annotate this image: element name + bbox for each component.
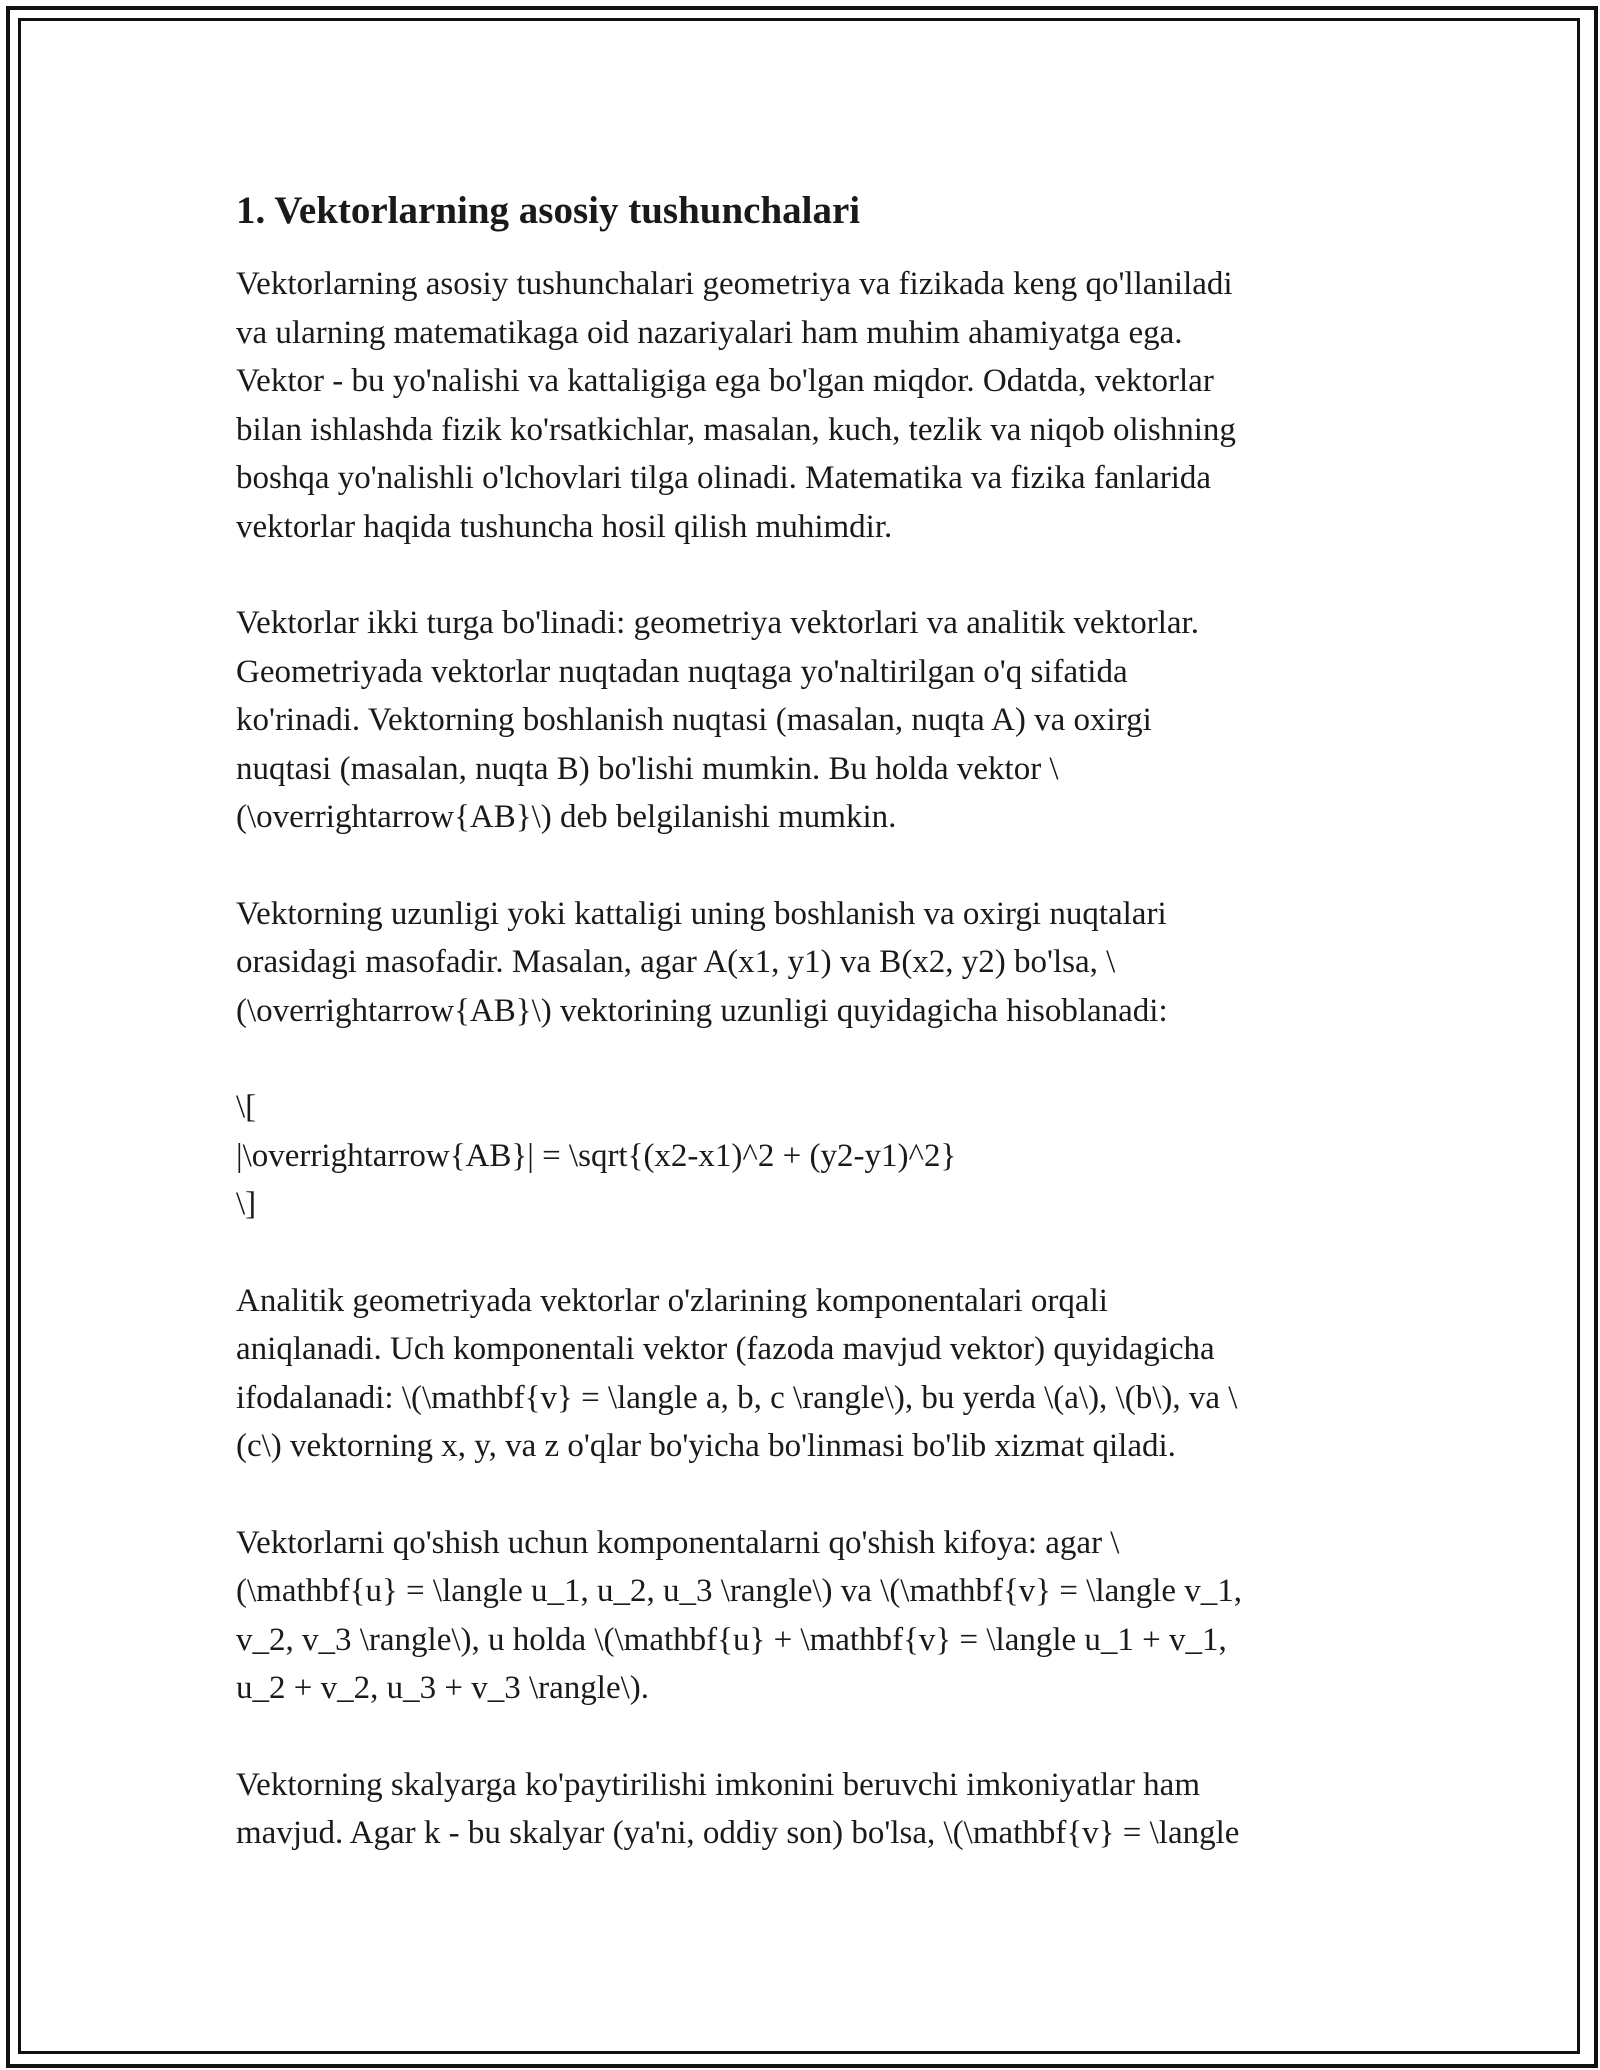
document-content xyxy=(236,186,1356,1906)
text-line: v_2, v_3 \rangle\), u holda \(\mathbf{u} + \mathbf{v} = \langle u_1 + v_1, xyxy=(236,1621,1227,1658)
paragraph-scalar-multiplication xyxy=(236,1761,1356,1858)
text-line: aniqlanadi. Uch komponentali vektor (fazoda mavjud vektor) quyidagicha xyxy=(236,1331,1215,1367)
text-line: nuqtasi (masalan, nuqta B) bo'lishi mumkin. Bu holda vektor \ xyxy=(236,750,1059,787)
text-line: vektorlar haqida tushuncha hosil qilish muhimdir. xyxy=(236,508,893,545)
text-line: u_2 + v_2, u_3 + v_3 \rangle\). xyxy=(236,1670,649,1706)
text-line: Analitik geometriyada vektorlar o'zlarining komponentalari orqali xyxy=(236,1282,1108,1319)
text-line: orasidagi masofadir. Masalan, agar A(x1, y1) va B(x2, y2) bo'lsa, \ xyxy=(236,944,1116,980)
section-title: 1. Vektorlarning asosiy tushunchalari xyxy=(236,189,861,232)
formula-body: |\overrightarrow{AB}| = \sqrt{(x2-x1)^2 + (y2-y1)^2} xyxy=(236,1137,957,1174)
paragraph-vector-addition xyxy=(236,1519,1356,1713)
paragraph-analytic-geometry xyxy=(236,1277,1356,1471)
text-line: (c\) vektorning x, y, va z o'qlar bo'yicha bo'linmasi bo'lib xizmat qiladi. xyxy=(236,1428,1176,1464)
text-line: ko'rinadi. Vektorning boshlanish nuqtasi (masalan, nuqta A) va oxirgi xyxy=(236,702,1152,738)
text-line: Vektorlarni qo'shish uchun komponentalarni qo'shish kifoya: agar \ xyxy=(236,1524,1120,1561)
text-line: va ularning matematikaga oid nazariyalari ham muhim ahamiyatga ega. xyxy=(236,314,1183,351)
text-line: (\overrightarrow{AB}\) deb belgilanishi mumkin. xyxy=(236,799,897,835)
text-line: Vektor - bu yo'nalishi va kattaligiga ega bo'lgan miqdor. Odatda, vektorlar xyxy=(236,363,1214,399)
text-line: boshqa yo'nalishli o'lchovlari tilga olinadi. Matematika va fizika fanlarida xyxy=(236,460,1212,496)
text-line: mavjud. Agar k - bu skalyar (ya'ni, oddiy son) bo'lsa, \(\mathbf{v} = \langle xyxy=(236,1815,1240,1851)
formula-open: \[ xyxy=(236,1089,257,1125)
text-line: Geometriyada vektorlar nuqtadan nuqtaga yo'naltirilgan o'q sifatida xyxy=(236,653,1128,690)
text-line: (\mathbf{u} = \langle u_1, u_2, u_3 \rangle\) va \(\mathbf{v} = \langle v_1, xyxy=(236,1573,1243,1609)
text-line: ifodalanadi: \(\mathbf{v} = \langle a, b, c \rangle\), bu yerda \(a\), \(b\), va \ xyxy=(236,1379,1238,1416)
paragraph-vector-length xyxy=(236,890,1356,1036)
formula-close: \] xyxy=(236,1186,257,1222)
text-line: (\overrightarrow{AB}\) vektorining uzunligi quyidagicha hisoblanadi: xyxy=(236,992,1168,1029)
text-line: Vektorlarning asosiy tushunchalari geometriya va fizikada keng qo'llaniladi xyxy=(236,266,1233,302)
paragraph-intro xyxy=(236,260,1356,551)
text-line: Vektorning uzunligi yoki kattaligi uning boshlanish va oxirgi nuqtalari xyxy=(236,895,1167,932)
text-line: bilan ishlashda fizik ko'rsatkichlar, masalan, kuch, tezlik va niqob olishning xyxy=(236,411,1236,448)
text-line: Vektorlar ikki turga bo'linadi: geometriya vektorlari va analitik vektorlar. xyxy=(236,605,1199,641)
formula-block xyxy=(236,1083,1356,1229)
text-line: Vektorning skalyarga ko'paytirilishi imkonini beruvchi imkoniyatlar ham xyxy=(236,1766,1200,1803)
paragraph-vector-types xyxy=(236,599,1356,842)
